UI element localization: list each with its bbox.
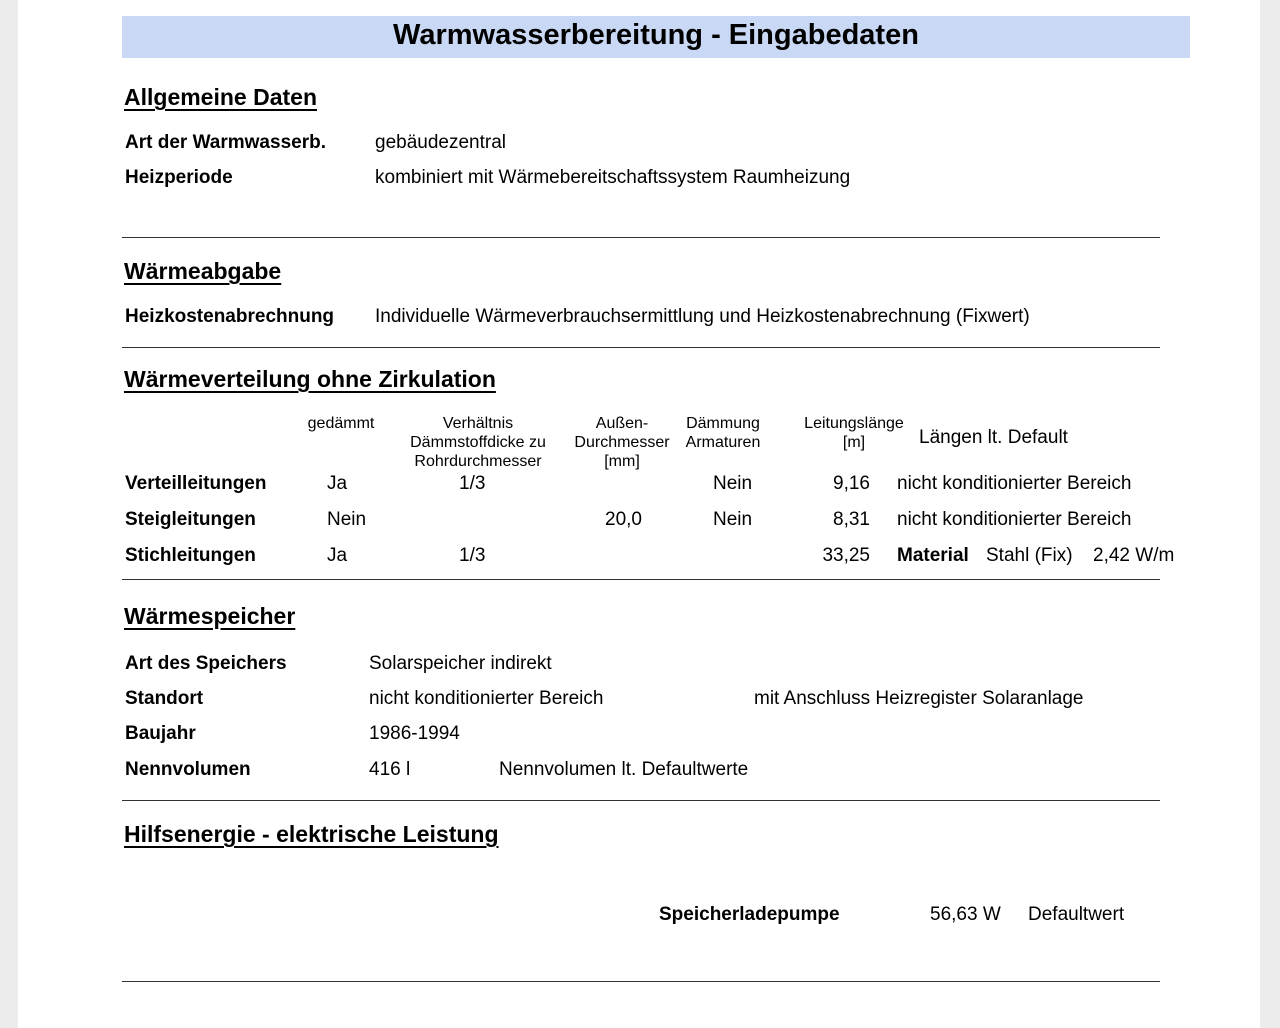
section-heading-waermeverteilung: Wärmeverteilung ohne Zirkulation — [124, 366, 496, 392]
cell-stichleitungen-material-value: Stahl (Fix) — [986, 545, 1073, 566]
value-art-warmwasserbereitung: gebäudezentral — [375, 132, 506, 153]
cell-steigleitungen-bereich: nicht konditionierter Bereich — [897, 509, 1132, 530]
cell-stichleitungen-verhaeltnis: 1/3 — [459, 545, 486, 566]
value-nennvolumen-note: Nennvolumen lt. Defaultwerte — [499, 759, 749, 780]
column-header-verhaeltnis-3: Rohrdurchmesser — [414, 453, 542, 470]
label-nennvolumen: Nennvolumen — [125, 759, 251, 780]
section-heading-waermespeicher: Wärmespeicher — [124, 603, 296, 629]
cell-stichleitungen-laenge: 33,25 — [822, 545, 870, 566]
value-art-des-speichers: Solarspeicher indirekt — [369, 653, 552, 674]
cell-steigleitungen-durchmesser: 20,0 — [605, 509, 642, 530]
value-baujahr: 1986-1994 — [369, 723, 460, 744]
cell-verteilleitungen-bereich: nicht konditionierter Bereich — [897, 473, 1132, 494]
column-header-leitungslaenge-2: [m] — [842, 434, 866, 451]
cell-steigleitungen-armaturen: Nein — [713, 509, 753, 530]
cell-stichleitungen-gedaemmt: Ja — [327, 545, 348, 566]
row-label-verteilleitungen: Verteilleitungen — [125, 473, 267, 494]
label-art-des-speichers: Art des Speichers — [125, 653, 287, 674]
cell-verteilleitungen-armaturen: Nein — [713, 473, 753, 494]
value-standort: nicht konditionierter Bereich — [369, 688, 604, 709]
value-heizkostenabrechnung: Individuelle Wärmeverbrauchsermittlung und Heizkostenabrechnung (Fixwert) — [375, 306, 1030, 327]
column-header-verhaeltnis-2: Dämmstoffdicke zu — [410, 434, 546, 451]
value-standort-anschluss: mit Anschluss Heizregister Solaranlage — [754, 688, 1084, 709]
column-header-daemmung-2: Armaturen — [685, 434, 761, 451]
section-heading-waermeabgabe: Wärmeabgabe — [124, 258, 282, 284]
column-header-aussen-1: Außen- — [595, 415, 649, 432]
column-header-aussen-3: [mm] — [604, 453, 640, 470]
label-heizperiode: Heizperiode — [125, 167, 233, 188]
cell-verteilleitungen-verhaeltnis: 1/3 — [459, 473, 486, 494]
row-label-steigleitungen: Steigleitungen — [125, 509, 256, 530]
label-art-warmwasserbereitung: Art der Warmwasserb. — [125, 132, 326, 153]
cell-steigleitungen-laenge: 8,31 — [833, 509, 870, 530]
column-header-verhaeltnis-1: Verhältnis — [442, 415, 514, 432]
label-speicherladepumpe: Speicherladepumpe — [659, 904, 840, 925]
column-header-aussen-2: Durchmesser — [574, 434, 670, 451]
value-speicherladepumpe: 56,63 W — [930, 904, 1001, 925]
title-bar — [122, 16, 1190, 58]
value-heizperiode: kombiniert mit Wärmebereitschaftssystem Raumheizung — [375, 167, 851, 188]
value-speicherladepumpe-note: Defaultwert — [1028, 904, 1125, 925]
column-header-daemmung-1: Dämmung — [686, 415, 760, 432]
cell-stichleitungen-material-wm: 2,42 W/m — [1093, 545, 1175, 566]
column-header-leitungslaenge-1: Leitungslänge — [804, 415, 904, 432]
divider — [122, 579, 1160, 580]
cell-steigleitungen-gedaemmt: Nein — [327, 509, 367, 530]
cell-verteilleitungen-gedaemmt: Ja — [327, 473, 348, 494]
column-header-laengen-default: Längen lt. Default — [919, 427, 1068, 448]
document-page — [18, 0, 1260, 1028]
label-heizkostenabrechnung: Heizkostenabrechnung — [125, 306, 335, 327]
divider — [122, 981, 1160, 982]
label-baujahr: Baujahr — [125, 723, 196, 744]
label-standort: Standort — [125, 688, 204, 709]
divider — [122, 800, 1160, 801]
cell-verteilleitungen-laenge: 9,16 — [833, 473, 870, 494]
cell-stichleitungen-material-label: Material — [897, 545, 969, 566]
value-nennvolumen: 416 l — [369, 759, 411, 780]
section-heading-hilfsenergie: Hilfsenergie - elektrische Leistung — [124, 821, 499, 847]
page-title: Warmwasserbereitung - Eingabedaten — [393, 19, 919, 51]
row-label-stichleitungen: Stichleitungen — [125, 545, 256, 566]
column-header-gedaemmt: gedämmt — [307, 415, 375, 432]
divider — [122, 347, 1160, 348]
section-heading-allgemeine-daten: Allgemeine Daten — [124, 84, 317, 110]
divider — [122, 237, 1160, 238]
